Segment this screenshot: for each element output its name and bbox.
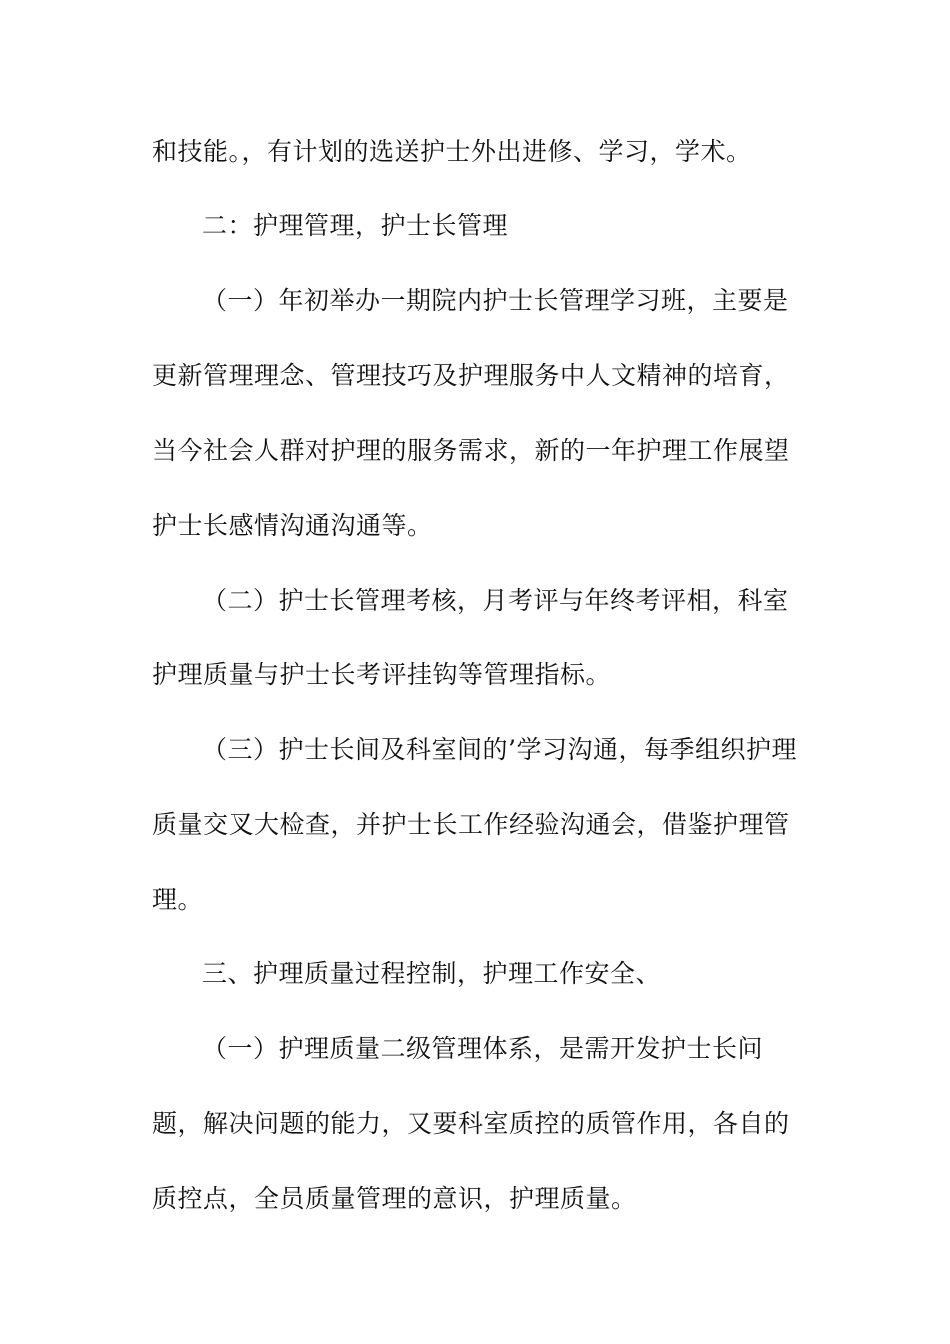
- text-line-6: 护士长感情沟通沟通等。: [152, 511, 433, 540]
- section-heading-2: 二：护理管理，护士长管理: [202, 211, 509, 240]
- section-heading-3: 三、护理质量过程控制，护理工作安全、: [202, 959, 662, 988]
- text-line-4: 更新管理理念、管理技巧及护理服务中人文精神的培育，: [152, 361, 790, 390]
- text-line-9: （三）护士长间及科室间的’学习沟通，每季组织护理: [202, 735, 797, 764]
- text-line-11: 理。: [152, 885, 204, 914]
- text-line-14: 题，解决问题的能力，又要科室质控的质管作用，各自的: [152, 1109, 790, 1138]
- text-line-7: （二）护士长管理考核，月考评与年终考评相，科室: [202, 586, 789, 615]
- text-line-5: 当今社会人群对护理的服务需求，新的一年护理工作展望: [152, 436, 790, 465]
- text-line-15: 质控点，全员质量管理的意识，护理质量。: [152, 1184, 637, 1213]
- text-line-8: 护理质量与护士长考评挂钩等管理指标。: [152, 660, 612, 689]
- text-line-1: 和技能。，有计划的选送护士外出进修、学习，学术。: [152, 137, 752, 166]
- text-line-3: （一）年初举办一期院内护士长管理学习班，主要是: [202, 286, 789, 315]
- text-line-10: 质量交叉大检查，并护士长工作经验沟通会，借鉴护理管: [152, 810, 790, 839]
- text-line-13: （一）护理质量二级管理体系，是需开发护士长问: [202, 1034, 764, 1063]
